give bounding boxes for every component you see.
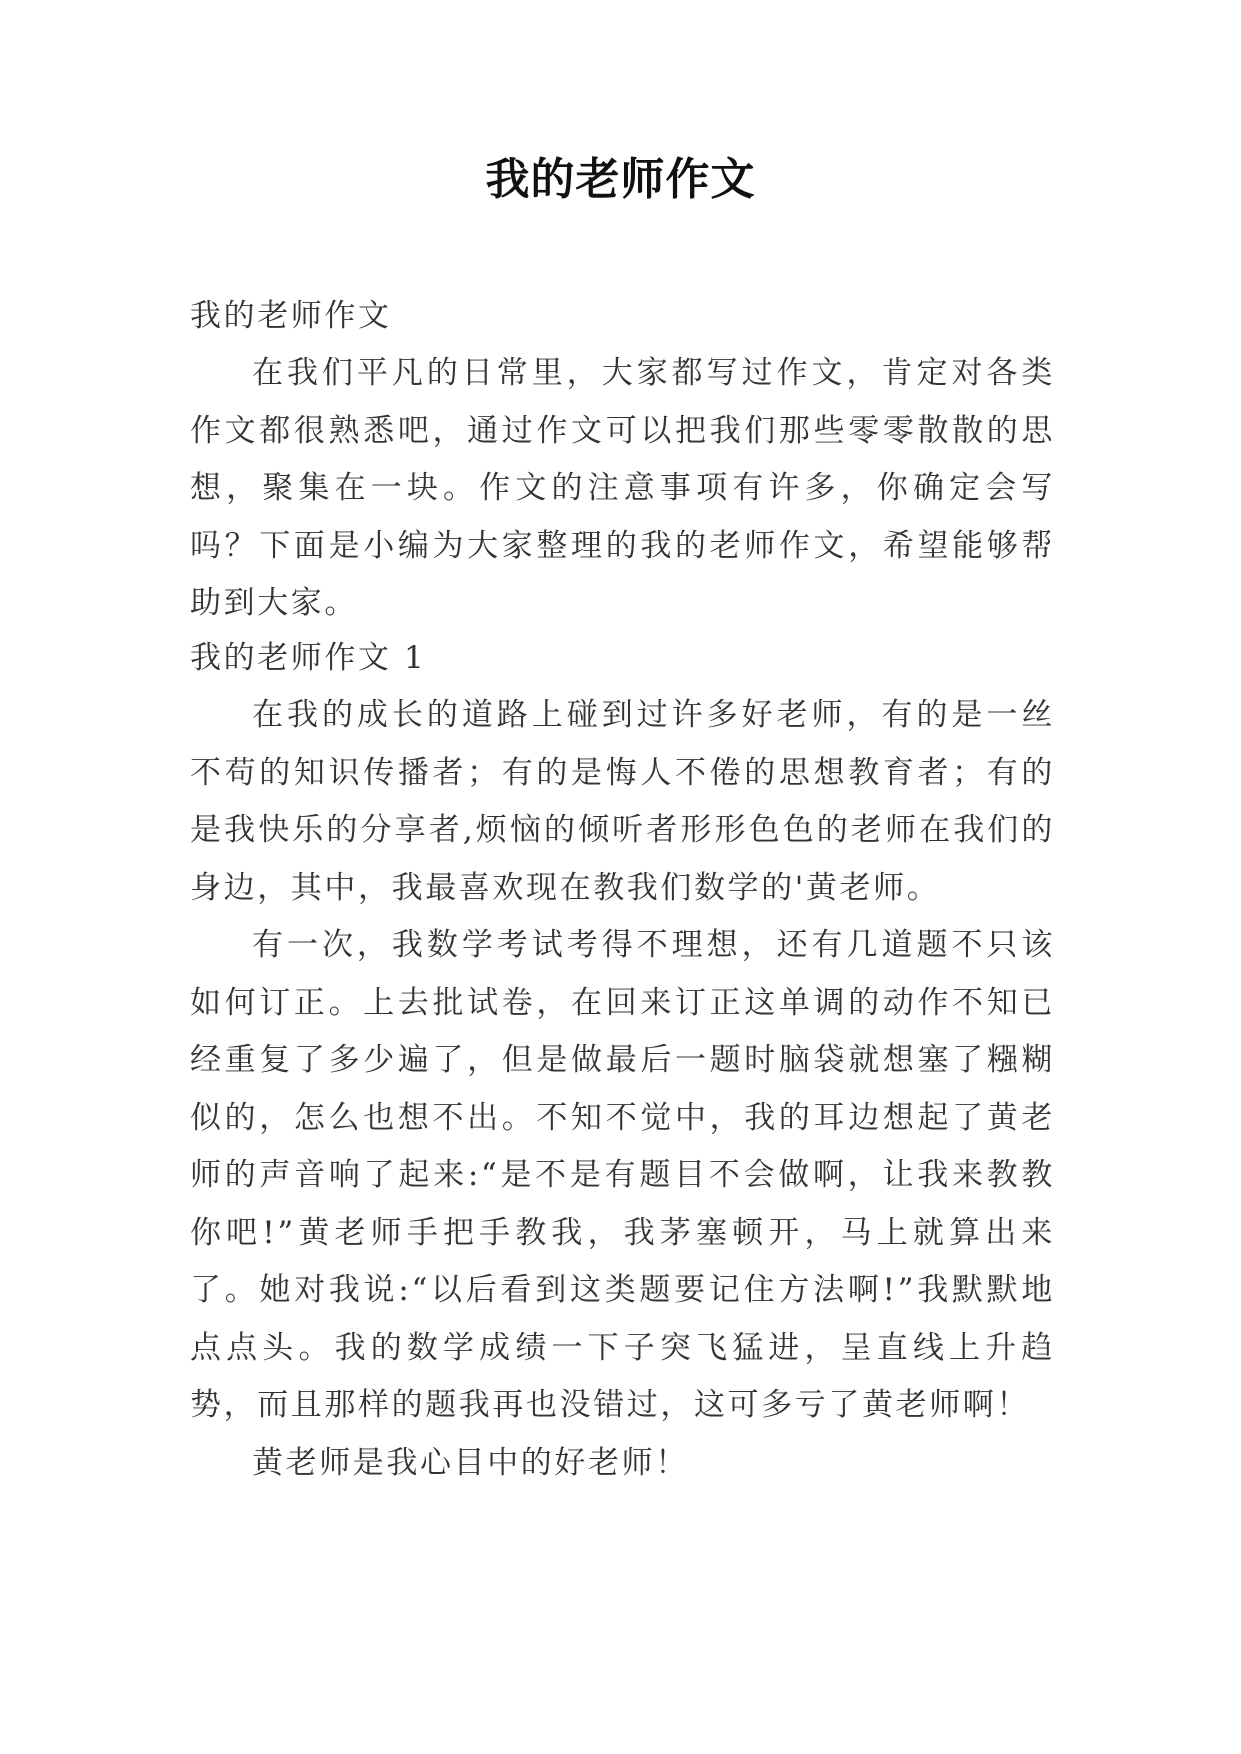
intro-heading-block [190,288,1055,346]
section-1-paragraph: 有一次，我数学考试考得不理想，还有几道题不只该如何订正。上去批试卷，在回来订正这单调的动作不知已经重复了多少遍了，但是做最后一题时脑袋就想塞了糨糊似的，怎么也想不出。不知不觉中，我的耳边想起了黄老师的声音响了起来:“是不是有题目不会做啊，让我来教教你吧!”黄老师手把手教我，我茅塞顿开，马上就算出来了。她对我说:“以后看到这类题要记住方法啊!”我默默地点点头。我的数学成绩一下子突飞猛进，呈直线上升趋势，而且那样的题我再也没错过，这可多亏了黄老师啊！ [190,927,1055,1423]
section-1-paragraph: 黄老师是我心目中的好老师！ [252,1444,689,1481]
intro-paragraph: 在我们平凡的日常里，大家都写过作文，肯定对各类作文都很熟悉吧，通过作文可以把我们那些零零散散的思想，聚集在一块。作文的注意事项有许多，你确定会写吗？下面是小编为大家整理的我的老师作文，希望能够帮助到大家。 [190,355,1055,621]
intro-heading: 我的老师作文 [190,298,392,334]
section-1-paragraph: 在我的成长的道路上碰到过许多好老师，有的是一丝不苟的知识传播者；有的是悔人不倦的思想教育者；有的是我快乐的分享者,烦恼的倾听者形形色色的老师在我们的身边，其中，我最喜欢现在教我们数学的'黄老师。 [190,697,1055,906]
section-1-heading: 我的老师作文 1 [190,640,427,676]
section-1-heading-block [190,630,1055,688]
section-1-body [190,687,1055,1492]
intro-paragraph-block [190,345,1055,633]
document-title: 我的老师作文 [485,154,756,205]
